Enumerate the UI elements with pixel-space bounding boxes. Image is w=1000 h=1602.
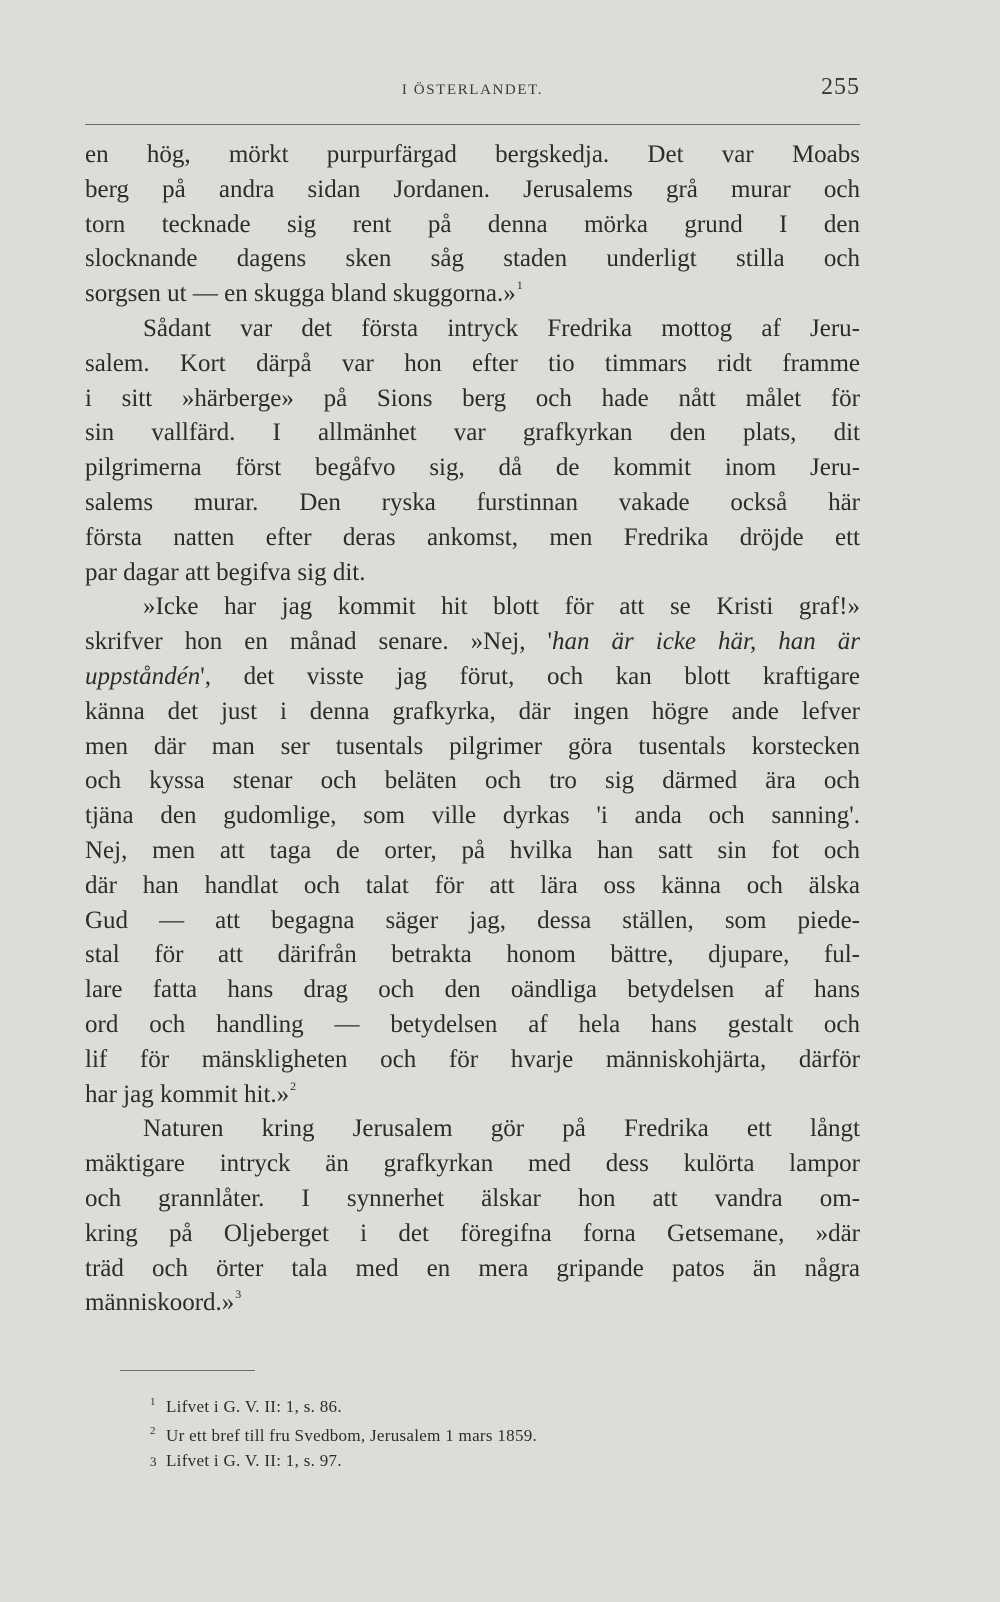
text-line-content: stal för att därifrån betrakta honom bättre, djupare, ful-: [85, 941, 860, 969]
text-line: [85, 660, 860, 695]
text-line: [85, 1008, 860, 1043]
text-line: [85, 1078, 860, 1113]
text-line: [85, 904, 860, 939]
footnote-mark: 3: [150, 1454, 157, 1469]
text-line-content: känna det just i denna grafkyrka, där ingen högre ande lefver: [85, 697, 860, 725]
text-line-content: kring på Oljeberget i det föregifna forna Getsemane, »där: [85, 1219, 860, 1247]
text-line: [85, 1147, 860, 1182]
italic-quote: uppståndén: [85, 662, 201, 690]
footnote-ref: 2: [290, 1078, 297, 1093]
text-line: [85, 1043, 860, 1078]
footnote-text: Ur ett bref till fru Svedbom, Jerusalem 1 mars 1859.: [166, 1426, 538, 1445]
text-line-content: lare fatta hans drag och den oändliga betydelsen af hans: [85, 976, 860, 1004]
text-line-content: träd och örter tala med en mera gripande patos än några: [85, 1254, 860, 1282]
text-line-content: och grannlåter. I synnerhet älskar hon att vandra om-: [85, 1184, 860, 1212]
text-line-content: sin vallfärd. I allmänhet var grafkyrkan den plats, dit: [85, 419, 860, 447]
text-line: [85, 451, 860, 486]
text-line: [85, 869, 860, 904]
footnote-text: Lifvet i G. V. II: 1, s. 97.: [166, 1451, 342, 1470]
text-line: [85, 973, 860, 1008]
text-line: [85, 138, 860, 173]
text-line-content: »Icke har jag kommit hit blott för att se Kristi graf!»: [143, 593, 860, 621]
text-line-content: Gud — att begagna säger jag, dessa ställen, som piede-: [85, 906, 860, 934]
text-line-content: där han handlat och talat för att lära oss känna och älska: [85, 871, 860, 899]
text-line-content: pilgrimerna först begåfvo sig, då de kommit inom Jeru-: [85, 454, 860, 482]
text-line: [85, 277, 860, 312]
text-line-content: en hög, mörkt purpurfärgad bergskedja. Det var Moabs: [85, 141, 860, 168]
text-line: [85, 799, 860, 834]
text-line-content: lif för mänskligheten och för hvarje människohjärta, därför: [85, 1045, 860, 1073]
text-line: [85, 312, 860, 347]
text-line-content: slocknande dagens sken såg staden underligt stilla och: [85, 245, 860, 273]
footnote-ref: 3: [235, 1287, 242, 1302]
header-rule: [85, 124, 860, 125]
text-line: [85, 730, 860, 765]
text-line-content: men där man ser tusentals pilgrimer göra tusentals korstecken: [85, 732, 860, 760]
text-line: [85, 1286, 860, 1321]
footnote: [150, 1417, 800, 1446]
footnotes: [150, 1388, 800, 1475]
text-line: [85, 938, 860, 973]
footnote-text: Lifvet i G. V. II: 1, s. 86.: [166, 1397, 342, 1416]
text-line-content: berg på andra sidan Jordanen. Jerusalems grå murar och: [85, 175, 860, 203]
text-line-content: Nej, men att taga de orter, på hvilka han satt sin fot och: [85, 836, 860, 864]
text-line-content: salem. Kort därpå var hon efter tio timmars ridt framme: [85, 349, 860, 377]
text-line: [85, 242, 860, 277]
text-line: [85, 625, 860, 660]
text-line: [85, 347, 860, 382]
text-line-content: Sådant var det första intryck Fredrika mottog af Jeru-: [143, 314, 860, 342]
text-line: [85, 486, 860, 521]
text-line: [85, 208, 860, 243]
text-line-content: sorgsen ut — en skugga bland skuggorna.»: [85, 280, 516, 308]
text-line: [85, 695, 860, 730]
text-line: [85, 173, 860, 208]
text-line-content: skrifver hon en månad senare. »Nej, ': [85, 628, 553, 656]
text-line-content: i sitt »härberge» på Sions berg och hade nått målet för: [85, 384, 860, 412]
text-line-content: Naturen kring Jerusalem gör på Fredrika ett långt: [143, 1115, 860, 1143]
text-line-content: människoord.»: [85, 1289, 235, 1317]
text-line: [85, 834, 860, 869]
text-line: [85, 521, 860, 556]
text-line: [85, 590, 860, 625]
running-head: [85, 70, 860, 110]
text-line-content: ord och handling — betydelsen af hela hans gestalt och: [85, 1010, 860, 1038]
body-text: [85, 138, 860, 1321]
footnote-mark: 2: [150, 1425, 156, 1437]
text-line: [85, 416, 860, 451]
footnote-ref: 1: [516, 278, 523, 293]
text-line-content: har jag kommit hit.»: [85, 1080, 290, 1108]
page-number: 255: [821, 74, 860, 100]
text-line-content: ', det visste jag förut, och kan blott kraftigare: [200, 662, 860, 690]
text-line: [85, 764, 860, 799]
text-line: [85, 1217, 860, 1252]
running-title: I ÖSTERLANDET.: [401, 82, 544, 98]
text-line: [85, 382, 860, 417]
footnote: [150, 1446, 800, 1475]
text-line-content: tjäna den gudomlige, som ville dyrkas 'i anda och sanning'.: [85, 802, 860, 830]
text-line: [85, 1252, 860, 1287]
italic-quote: han är icke här, han är: [552, 628, 860, 656]
text-line-content: och kyssa stenar och beläten och tro sig därmed ära och: [85, 767, 860, 795]
text-line: [85, 1182, 860, 1217]
text-line-content: mäktigare intryck än grafkyrkan med dess kulörta lampor: [85, 1150, 860, 1178]
text-line-content: torn tecknade sig rent på denna mörka grund I den: [85, 210, 860, 238]
text-line: [85, 556, 860, 591]
text-line-content: salems murar. Den ryska furstinnan vakade också här: [85, 488, 860, 516]
text-line-content: par dagar att begifva sig dit.: [85, 558, 366, 586]
footnote: [150, 1388, 800, 1417]
text-line: [85, 1112, 860, 1147]
footnote-rule: [120, 1370, 255, 1371]
footnote-mark: 1: [150, 1396, 156, 1408]
text-line-content: första natten efter deras ankomst, men Fredrika dröjde ett: [85, 523, 860, 551]
